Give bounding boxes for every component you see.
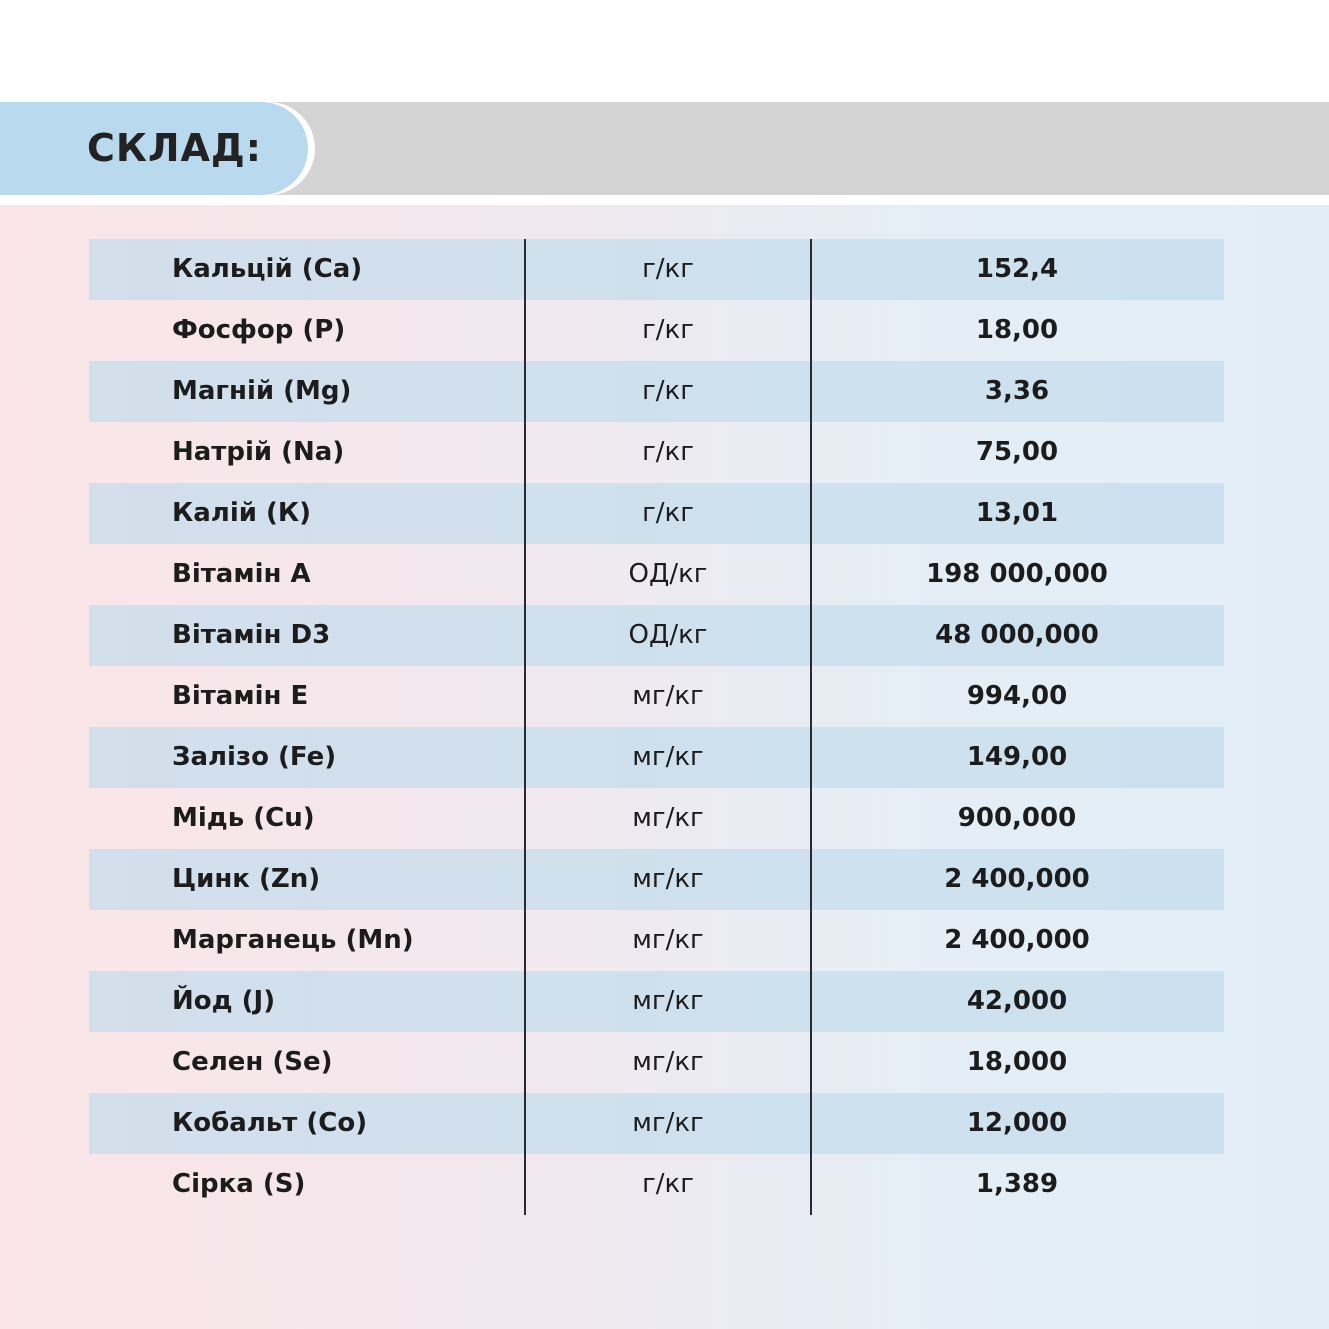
nutrient-unit: мг/кг (526, 1032, 812, 1093)
table-row (89, 300, 1224, 361)
nutrient-name: Мідь (Cu) (89, 788, 526, 849)
nutrient-name: Кальцій (Са) (89, 239, 526, 300)
table-row (89, 239, 1224, 300)
nutrient-name: Калій (К) (89, 483, 526, 544)
nutrient-name: Сірка (S) (89, 1154, 526, 1215)
nutrient-unit: г/кг (526, 361, 812, 422)
nutrient-value: 900,000 (957, 803, 1077, 833)
nutrient-value: 994,00 (966, 681, 1068, 711)
page-title: СКЛАД: (87, 126, 262, 170)
nutrient-name: Натрій (Na) (89, 422, 526, 483)
nutrient-unit: ОД/кг (526, 544, 812, 605)
table-row (89, 422, 1224, 483)
nutrient-value: 42,000 (966, 986, 1068, 1016)
nutrient-unit: мг/кг (526, 666, 812, 727)
composition-panel (0, 205, 1329, 1329)
nutrient-unit: мг/кг (526, 910, 812, 971)
nutrient-value: 2 400,000 (944, 925, 1090, 955)
nutrient-value: 75,00 (975, 437, 1059, 467)
table-row (89, 1154, 1224, 1215)
table-row (89, 605, 1224, 666)
nutrient-value: 13,01 (975, 498, 1059, 528)
nutrient-value: 12,000 (966, 1108, 1068, 1138)
nutrient-name: Магній (Mg) (89, 361, 526, 422)
table-row (89, 361, 1224, 422)
nutrient-unit: ОД/кг (526, 605, 812, 666)
table-row (89, 544, 1224, 605)
nutrient-value: 152,4 (975, 254, 1059, 284)
table-row (89, 971, 1224, 1032)
nutrient-value: 18,00 (975, 315, 1059, 345)
nutrient-value: 2 400,000 (944, 864, 1090, 894)
table-row (89, 1093, 1224, 1154)
nutrient-value: 48 000,000 (935, 620, 1099, 650)
table-row (89, 788, 1224, 849)
nutrient-unit: мг/кг (526, 849, 812, 910)
nutrient-value: 198 000,000 (926, 559, 1108, 589)
table-row (89, 483, 1224, 544)
table-row (89, 1032, 1224, 1093)
nutrient-unit: г/кг (526, 239, 812, 300)
nutrient-name: Цинк (Zn) (89, 849, 526, 910)
nutrient-value: 149,00 (966, 742, 1068, 772)
nutrient-name: Вітамін Е (89, 666, 526, 727)
table-row (89, 727, 1224, 788)
nutrient-unit: г/кг (526, 300, 812, 361)
table-row (89, 666, 1224, 727)
nutrient-name: Кобальт (Co) (89, 1093, 526, 1154)
nutrient-unit: г/кг (526, 1154, 812, 1215)
nutrient-unit: мг/кг (526, 971, 812, 1032)
nutrient-value: 3,36 (984, 376, 1050, 406)
nutrient-name: Вітамін D3 (89, 605, 526, 666)
nutrient-unit: г/кг (526, 422, 812, 483)
nutrient-name: Вітамін А (89, 544, 526, 605)
nutrient-unit: г/кг (526, 483, 812, 544)
table-row (89, 910, 1224, 971)
nutrient-name: Фосфор (Р) (89, 300, 526, 361)
nutrient-unit: мг/кг (526, 1093, 812, 1154)
nutrient-name: Йод (J) (89, 971, 526, 1032)
nutrient-unit: мг/кг (526, 727, 812, 788)
nutrient-value: 1,389 (975, 1169, 1059, 1199)
table-row (89, 849, 1224, 910)
nutrient-name: Залізо (Fe) (89, 727, 526, 788)
header-divider (0, 195, 1329, 205)
nutrient-name: Марганець (Mn) (89, 910, 526, 971)
composition-table (89, 239, 1224, 1215)
title-tab (0, 102, 308, 195)
nutrient-name: Селен (Se) (89, 1032, 526, 1093)
nutrient-unit: мг/кг (526, 788, 812, 849)
nutrient-value: 18,000 (966, 1047, 1068, 1077)
